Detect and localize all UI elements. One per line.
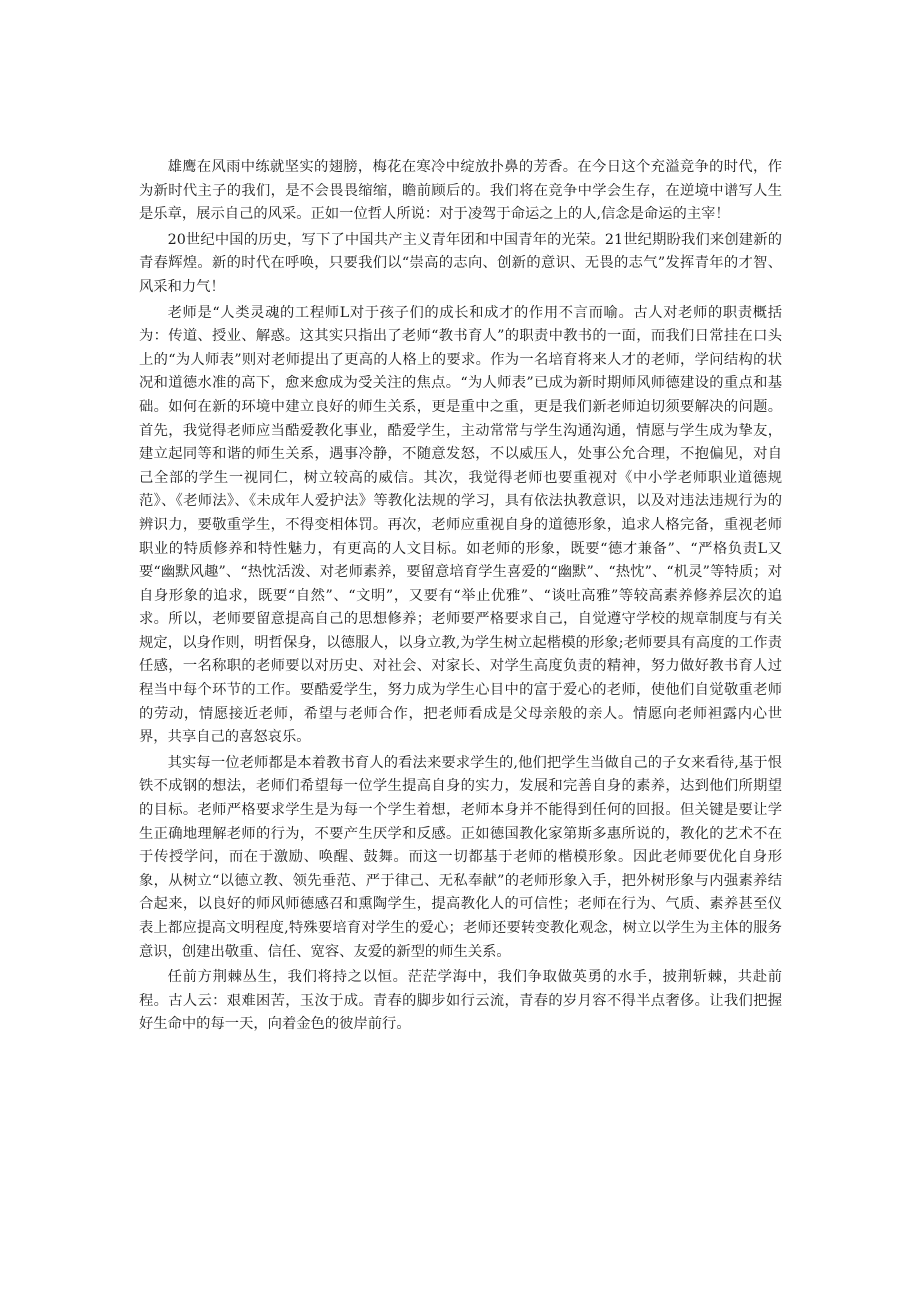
paragraph-1: 雄鹰在风雨中练就坚实的翅膀，梅花在寒冷中绽放扑鼻的芳香。在今日这个充溢竞争的时代，作为新时代主子的我们，是不会畏畏缩缩，瞻前顾后的。我们将在竞争中学会生存，在逆境中谱写人生是乐章，展示自己的风采。正如一位哲人所说：对于凌驾于命运之上的人,信念是命运的主宰！ <box>139 159 782 223</box>
paragraph-5: 任前方荆棘丛生，我们将持之以恒。茫茫学海中，我们争取做英勇的水手，披荆斩棘，共赴前程。古人云：艰难困苦，玉汝于成。青春的脚步如行云流，青春的岁月容不得半点奢侈。让我们把握好生命中的每一天，向着金色的彼岸前行。 <box>139 969 782 1033</box>
paragraph-2: 20世纪中国的历史，写下了中国共产主义青年团和中国青年的光荣。21世纪期盼我们来创建新的青春辉煌。新的时代在呼唤，只要我们以“崇高的志向、创新的意识、无畏的志气”发挥青年的才智、风采和力气！ <box>139 231 782 295</box>
paragraph-3: 老师是“人类灵魂的工程师L对于孩子们的成长和成才的作用不言而喻。古人对老师的职责概括为：传道、授业、解惑。这其实只指出了老师“教书育人”的职责中教书的一面，而我们日常挂在口头上的“为人师表”则对老师提出了更高的人格上的要求。作为一名培育将来人才的老师，学问结构的状况和道德水准的高下，愈来愈成为受关注的焦点。“为人师表”已成为新时期师风师德建设的重点和基础。如何在新的环境中建立良好的师生关系，更是重中之重，更是我们新老师迫切须要解决的问题。首先，我觉得老师应当酷爱教化事业，酷爱学生，主动常常与学生沟通沟通，情愿与学生成为挚友，建立起同等和谐的师生关系，遇事冷静，不随意发怒，不以威压人，处事公允合理，不抱偏见，对自己全部的学生一视同仁，树立较高的威信。其次，我觉得老师也要重视对《中小学老师职业道德规范》、《老师法》、《未成年人爱护法》等教化法规的学习，具有依法执教意识，以及对违法违规行为的辨识力，要敬重学生，不得变相体罚。再次，老师应重视自身的道德形象，追求人格完备，重视老师职业的特质修养和特性魅力，有更高的人文目标。如老师的形象，既要“德才兼备”、“严格负责L又要“幽默风趣”、“热忱活泼、对老师素养，要留意培育学生喜爱的“幽默”、“热忱”、“机灵”等特质；对自身形象的追求，既要“自然”、“文明”，又要有“举止优雅”、“谈吐高雅”等较高素养修养层次的追求。所以，老师要留意提高自己的思想修养；老师要严格要求自己，自觉遵守学校的规章制度与有关规定，以身作则，明哲保身，以德服人，以身立教,为学生树立起楷模的形象;老师要具有高度的工作责任感，一名称职的老师要以对历史、对社会、对家长、对学生高度负责的精神，努力做好教书育人过程当中每个环节的工作。要酷爱学生，努力成为学生心目中的富于爱心的老师，使他们自觉敬重老师的劳动，情愿接近老师，希望与老师合作，把老师看成是父母亲般的亲人。情愿向老师袒露内心世界，共享自己的喜怒哀乐。 <box>139 304 782 746</box>
paragraph-4: 其实每一位老师都是本着教书育人的看法来要求学生的,他们把学生当做自己的子女来看待,基于恨铁不成钢的想法，老师们希望每一位学生提高自身的实力，发展和完善自身的素养，达到他们所期望的目标。老师严格要求学生是为每一个学生着想，老师本身并不能得到任何的回报。但关键是要让学生正确地理解老师的行为，不要产生厌学和反感。正如德国教化家第斯多惠所说的，教化的艺术不在于传授学问，而在于激励、唤醒、鼓舞。而这一切都基于老师的楷模形象。因此老师要优化自身形象，从树立“以德立教、领先垂范、严于律己、无私奉献”的老师形象入手，把外树形象与内强素养结合起来，以良好的师风师德感召和熏陶学生，提高教化人的可信性；老师在行为、气质、素养甚至仪表上都应提高文明程度,特殊要培育对学生的爱心；老师还要转变教化观念，树立以学生为主体的服务意识，创建出敬重、信任、宽容、友爱的新型的师生关系。 <box>139 754 782 960</box>
document-body <box>139 156 782 1039</box>
